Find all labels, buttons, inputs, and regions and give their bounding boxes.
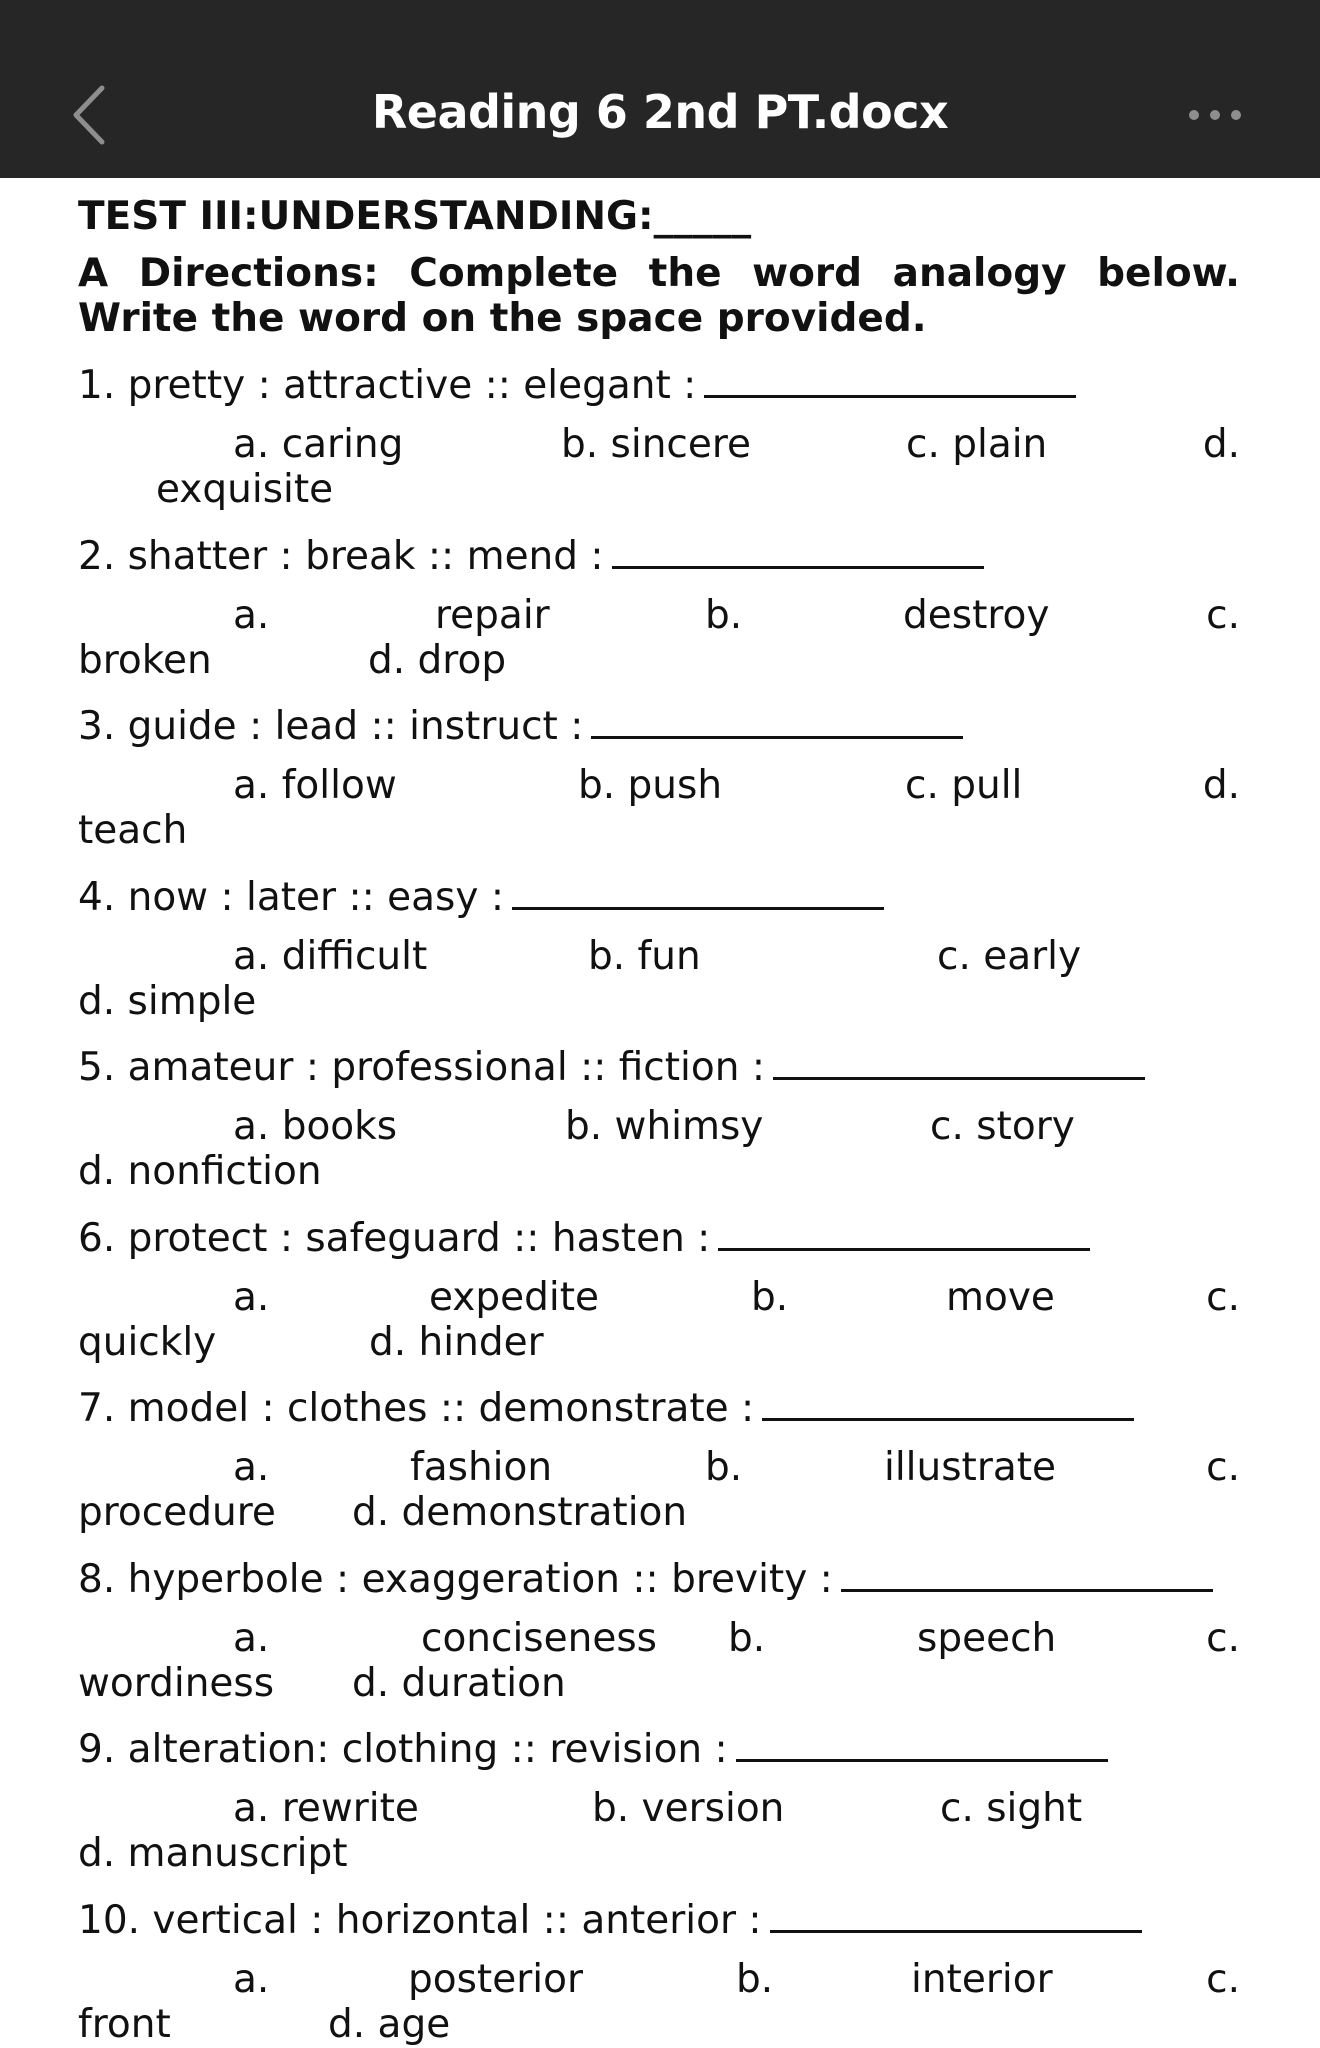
answer-option: b. whimsy [565,1104,764,1149]
answer-option: speech [917,1615,1057,1661]
answer-option: a. caring [233,422,404,467]
question-stem [78,1042,1145,1094]
answer-option: illustrate [884,1445,1057,1490]
answer-option: fashion [410,1445,553,1490]
question-8 [78,1554,1240,1724]
answer-option: interior [911,1956,1053,2002]
question-2 [78,531,1240,701]
question-stem-text: 7. model : clothes :: demonstrate : [78,1386,755,1431]
question-stem-text: 4. now : later :: easy : [78,874,504,920]
answer-option: d. hinder [369,1319,544,1365]
directions-text: A Directions: Complete the word analogy below. Write the word on the space provided. [78,251,1240,341]
question-stem [78,872,884,924]
question-stem [78,360,1076,412]
question-stem [78,531,984,583]
answer-option: c. plain [906,422,1048,467]
answer-option: d. demonstration [352,1490,688,1535]
answer-blank[interactable] [762,1384,1134,1421]
answer-option: conciseness [421,1615,657,1661]
more-button[interactable] [1180,100,1250,130]
answer-option: c. [1206,592,1240,638]
answer-blank[interactable] [591,702,963,739]
app-header [0,0,1320,178]
answer-option: a. [233,1956,270,2002]
answer-option: broken [78,637,212,683]
answer-option: c. [1206,1274,1240,1320]
answer-option: b. [705,1445,743,1490]
question-stem-text: 3. guide : lead :: instruct : [78,704,584,749]
answer-option: quickly [78,1319,217,1365]
question-5 [78,1042,1240,1212]
answer-option: wordiness [78,1660,275,1706]
answer-blank[interactable] [612,532,984,569]
answer-blank[interactable] [770,1896,1142,1933]
answer-option: d. age [328,2001,451,2047]
answer-option: destroy [903,592,1050,638]
question-7 [78,1383,1240,1553]
answer-option: b. fun [588,933,701,979]
question-6 [78,1213,1240,1383]
answer-blank[interactable] [512,873,884,910]
answer-option: b. [736,1956,774,2002]
answer-option: a. rewrite [233,1786,419,1831]
question-stem [78,1383,1134,1435]
answer-option: a. follow [233,763,397,808]
question-9 [78,1724,1240,1894]
answer-option: d. manuscript [78,1831,348,1876]
question-stem-text: 9. alteration: clothing :: revision : [78,1727,728,1772]
question-stem [78,1724,1108,1776]
answer-option: c. sight [940,1786,1083,1831]
question-4 [78,872,1240,1042]
question-10 [78,1895,1240,2048]
answer-option: b. [705,592,743,638]
question-stem [78,701,963,753]
question-stem-text: 6. protect : safeguard :: hasten : [78,1215,711,1261]
answer-option: c. [1206,1615,1240,1661]
answer-option: b. sincere [561,422,752,467]
question-3 [78,701,1240,871]
answer-blank[interactable] [736,1725,1108,1762]
answer-option: c. story [930,1104,1075,1149]
answer-option: d. [1202,422,1240,467]
answer-option: teach [78,808,188,853]
answer-option: b. push [578,763,723,808]
answer-option: c. pull [905,763,1023,808]
test-title: TEST III:UNDERSTANDING:_____ [78,194,752,239]
answer-option: repair [435,592,550,638]
answer-option: d. simple [78,978,257,1024]
answer-blank[interactable] [704,361,1076,398]
answer-blank[interactable] [718,1214,1090,1251]
answer-option: front [78,2001,171,2047]
question-stem-text: 5. amateur : professional :: fiction : [78,1045,765,1090]
answer-option: b. [728,1615,766,1661]
answer-blank[interactable] [841,1555,1213,1592]
question-stem-text: 10. vertical : horizontal :: anterior : [78,1897,762,1943]
answer-option: expedite [429,1274,600,1320]
more-horizontal-icon [1180,100,1250,130]
answer-option: d. [1202,763,1240,808]
answer-option: posterior [408,1956,583,2002]
question-stem-text: 1. pretty : attractive :: elegant : [78,363,697,408]
answer-option: b. version [592,1786,785,1831]
answer-option: a. difficult [233,933,428,979]
answer-blank[interactable] [773,1043,1145,1080]
answer-option: c. [1206,1445,1240,1490]
question-stem-text: 2. shatter : break :: mend : [78,533,604,579]
question-stem [78,1213,1090,1265]
answer-option: move [946,1274,1055,1320]
answer-option: a. [233,1274,270,1320]
answer-option: procedure [78,1490,276,1535]
answer-option: c. early [937,933,1082,979]
answer-option: d. nonfiction [78,1149,322,1194]
answer-option: exquisite [156,467,334,512]
document-title: Reading 6 2nd PT.docx [371,85,949,139]
answer-option: b. [751,1274,789,1320]
answer-option: d. drop [368,637,507,683]
answer-option: c. [1206,1956,1240,2002]
answer-option: d. duration [352,1660,566,1706]
answer-option: a. books [233,1104,398,1149]
answer-option: a. [233,1615,270,1661]
question-stem [78,1554,1213,1606]
question-stem-text: 8. hyperbole : exaggeration :: brevity : [78,1556,833,1602]
question-1 [78,360,1240,530]
answer-option: a. [233,592,270,638]
question-stem [78,1895,1142,1947]
answer-option: a. [233,1445,270,1490]
